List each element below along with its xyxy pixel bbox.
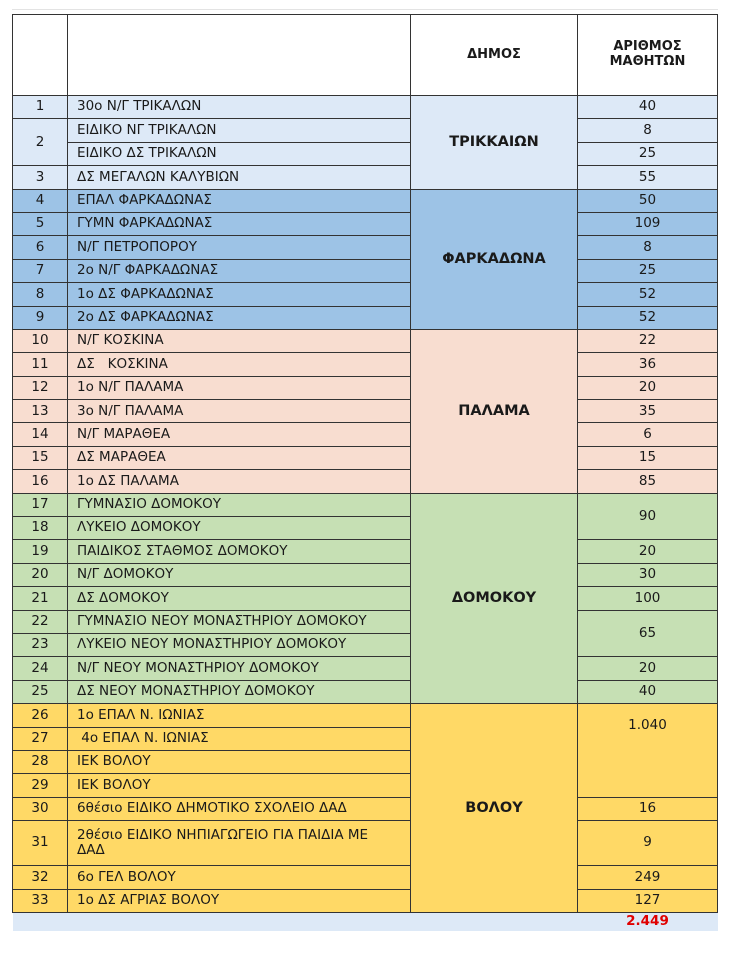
row-number: 23 — [13, 633, 68, 656]
table-row — [13, 866, 718, 889]
row-number: 19 — [13, 540, 68, 563]
total-pad — [68, 912, 411, 931]
school-name: 1ο ΔΣ ΑΓΡΙΑΣ ΒΟΛΟΥ — [68, 889, 411, 912]
row-number: 22 — [13, 610, 68, 633]
school-name: 1ο ΕΠΑΛ Ν. ΙΩΝΙΑΣ — [68, 704, 411, 727]
table-row — [13, 236, 718, 259]
row-number: 18 — [13, 517, 68, 540]
school-name: 30ο Ν/Γ ΤΡΙΚΑΛΩΝ — [68, 96, 411, 119]
row-number: 11 — [13, 353, 68, 376]
row-number: 28 — [13, 750, 68, 773]
total-pad — [13, 912, 68, 931]
school-name: ΔΣ ΔΟΜΟΚΟΥ — [68, 587, 411, 610]
row-number: 12 — [13, 376, 68, 399]
student-count: 8 — [578, 236, 718, 259]
students-table — [12, 14, 718, 931]
table-row — [13, 540, 718, 563]
student-count: 100 — [578, 587, 718, 610]
student-count: 52 — [578, 283, 718, 306]
row-number: 8 — [13, 283, 68, 306]
table-row — [13, 283, 718, 306]
student-count: 249 — [578, 866, 718, 889]
table-row — [13, 587, 718, 610]
header-name — [68, 15, 411, 96]
school-name: ΓΥΜΝΑΣΙΟ ΝΕΟΥ ΜΟΝΑΣΤΗΡΙΟΥ ΔΟΜΟΚΟΥ — [68, 610, 411, 633]
row-number: 1 — [13, 96, 68, 119]
row-number: 15 — [13, 446, 68, 469]
student-count: 90 — [578, 493, 718, 540]
student-count: 20 — [578, 657, 718, 680]
student-count: 20 — [578, 540, 718, 563]
top-rule — [12, 9, 718, 10]
row-number: 3 — [13, 166, 68, 189]
school-name: Ν/Γ ΝΕΟΥ ΜΟΝΑΣΤΗΡΙΟΥ ΔΟΜΟΚΟΥ — [68, 657, 411, 680]
school-name: ΔΣ ΜΕΓΑΛΩΝ ΚΑΛΥΒΙΩΝ — [68, 166, 411, 189]
school-name: Ν/Γ ΜΑΡΑΘΕΑ — [68, 423, 411, 446]
school-name: 3ο Ν/Γ ΠΑΛΑΜΑ — [68, 400, 411, 423]
table-row — [13, 821, 718, 866]
row-number: 6 — [13, 236, 68, 259]
row-number: 25 — [13, 680, 68, 703]
table-row — [13, 423, 718, 446]
school-name: 2θέσιο ΕΙΔΙΚΟ ΝΗΠΙΑΓΩΓΕΙΟ ΓΙΑ ΠΑΙΔΙΑ ΜΕ ΔΑΔ — [68, 821, 411, 866]
dimos-palama: ΠΑΛΑΜΑ — [411, 329, 578, 493]
student-count: 50 — [578, 189, 718, 212]
student-count: 85 — [578, 470, 718, 493]
table-row — [13, 889, 718, 912]
dimos-tikkaion: ΤΡΙΚΚΑΙΩΝ — [411, 96, 578, 190]
table-row — [13, 353, 718, 376]
row-number: 2 — [13, 119, 68, 166]
school-name: ΕΙΔΙΚΟ ΝΓ ΤΡΙΚΑΛΩΝ — [68, 119, 411, 142]
dimos-domokou: ΔΟΜΟΚΟΥ — [411, 493, 578, 704]
school-name: 6ο ΓΕΛ ΒΟΛΟΥ — [68, 866, 411, 889]
student-count: 35 — [578, 400, 718, 423]
school-name: ΙΕΚ ΒΟΛΟΥ — [68, 750, 411, 773]
student-count: 65 — [578, 610, 718, 657]
table-row — [13, 797, 718, 820]
table-row — [13, 259, 718, 282]
header-dimos: ΔΗΜΟΣ — [411, 15, 578, 96]
school-name: 1ο Ν/Γ ΠΑΛΑΜΑ — [68, 376, 411, 399]
table-row — [13, 657, 718, 680]
student-count: 55 — [578, 166, 718, 189]
row-number: 9 — [13, 306, 68, 329]
row-number: 26 — [13, 704, 68, 727]
school-name: ΙΕΚ ΒΟΛΟΥ — [68, 774, 411, 797]
school-name: ΛΥΚΕΙΟ ΝΕΟΥ ΜΟΝΑΣΤΗΡΙΟΥ ΔΟΜΟΚΟΥ — [68, 633, 411, 656]
table-row — [13, 493, 718, 516]
student-count: 25 — [578, 259, 718, 282]
table-row — [13, 400, 718, 423]
row-number: 13 — [13, 400, 68, 423]
student-count: 20 — [578, 376, 718, 399]
row-number: 14 — [13, 423, 68, 446]
table-row — [13, 306, 718, 329]
row-number: 16 — [13, 470, 68, 493]
student-count: 30 — [578, 563, 718, 586]
row-number: 24 — [13, 657, 68, 680]
student-count: 25 — [578, 142, 718, 165]
school-name: ΔΣ ΜΑΡΑΘΕΑ — [68, 446, 411, 469]
school-name: 4ο ΕΠΑΛ Ν. ΙΩΝΙΑΣ — [68, 727, 411, 750]
total-pad — [411, 912, 578, 931]
student-count: 127 — [578, 889, 718, 912]
table-row — [13, 376, 718, 399]
table-row — [13, 212, 718, 235]
student-count: 52 — [578, 306, 718, 329]
school-name: ΔΣ ΚΟΣΚΙΝΑ — [68, 353, 411, 376]
student-count: 1.040 — [578, 704, 718, 798]
row-number: 29 — [13, 774, 68, 797]
table-row — [13, 470, 718, 493]
school-name: ΕΠΑΛ ΦΑΡΚΑΔΩΝΑΣ — [68, 189, 411, 212]
row-number: 21 — [13, 587, 68, 610]
school-name: ΓΥΜΝΑΣΙΟ ΔΟΜΟΚΟΥ — [68, 493, 411, 516]
row-number: 10 — [13, 329, 68, 352]
row-number: 27 — [13, 727, 68, 750]
student-count: 9 — [578, 821, 718, 866]
row-number: 4 — [13, 189, 68, 212]
student-count: 109 — [578, 212, 718, 235]
table-row — [13, 563, 718, 586]
row-number: 32 — [13, 866, 68, 889]
school-name: ΓΥΜΝ ΦΑΡΚΑΔΩΝΑΣ — [68, 212, 411, 235]
school-name: ΔΣ ΝΕΟΥ ΜΟΝΑΣΤΗΡΙΟΥ ΔΟΜΟΚΟΥ — [68, 680, 411, 703]
table-row — [13, 680, 718, 703]
student-count: 6 — [578, 423, 718, 446]
header-count: ΑΡΙΘΜΟΣ ΜΑΘΗΤΩΝ — [578, 15, 718, 96]
student-count: 36 — [578, 353, 718, 376]
table-row — [13, 610, 718, 633]
student-count: 16 — [578, 797, 718, 820]
table-row — [13, 119, 718, 142]
school-name: 1ο ΔΣ ΠΑΛΑΜΑ — [68, 470, 411, 493]
school-name: Ν/Γ ΚΟΣΚΙΝΑ — [68, 329, 411, 352]
row-number: 30 — [13, 797, 68, 820]
row-number: 17 — [13, 493, 68, 516]
header-num — [13, 15, 68, 96]
school-name: ΠΑΙΔΙΚΟΣ ΣΤΑΘΜΟΣ ΔΟΜΟΚΟΥ — [68, 540, 411, 563]
header-row — [13, 15, 718, 96]
school-name: 6θέσιο ΕΙΔΙΚΟ ΔΗΜΟΤΙΚΟ ΣΧΟΛΕΙΟ ΔΑΔ — [68, 797, 411, 820]
school-name: 1ο ΔΣ ΦΑΡΚΑΔΩΝΑΣ — [68, 283, 411, 306]
table-row — [13, 142, 718, 165]
student-count: 40 — [578, 680, 718, 703]
row-number: 33 — [13, 889, 68, 912]
student-count: 22 — [578, 329, 718, 352]
student-count: 15 — [578, 446, 718, 469]
row-number: 5 — [13, 212, 68, 235]
dimos-volou: ΒΟΛΟΥ — [411, 704, 578, 913]
school-name: ΕΙΔΙΚΟ ΔΣ ΤΡΙΚΑΛΩΝ — [68, 142, 411, 165]
school-name: Ν/Γ ΠΕΤΡΟΠΟΡΟΥ — [68, 236, 411, 259]
table-row — [13, 704, 718, 727]
school-name: Ν/Γ ΔΟΜΟΚΟΥ — [68, 563, 411, 586]
table-row — [13, 189, 718, 212]
total-count: 2.449 — [578, 912, 718, 931]
student-count: 8 — [578, 119, 718, 142]
row-number: 7 — [13, 259, 68, 282]
total-row — [13, 912, 718, 931]
dimos-farkadona: ΦΑΡΚΑΔΩΝΑ — [411, 189, 578, 329]
school-name: ΛΥΚΕΙΟ ΔΟΜΟΚΟΥ — [68, 517, 411, 540]
row-number: 20 — [13, 563, 68, 586]
table-row — [13, 166, 718, 189]
row-number: 31 — [13, 821, 68, 866]
school-name: 2ο ΔΣ ΦΑΡΚΑΔΩΝΑΣ — [68, 306, 411, 329]
table-row — [13, 96, 718, 119]
table-row — [13, 329, 718, 352]
school-name: 2ο Ν/Γ ΦΑΡΚΑΔΩΝΑΣ — [68, 259, 411, 282]
student-count: 40 — [578, 96, 718, 119]
table-row — [13, 446, 718, 469]
